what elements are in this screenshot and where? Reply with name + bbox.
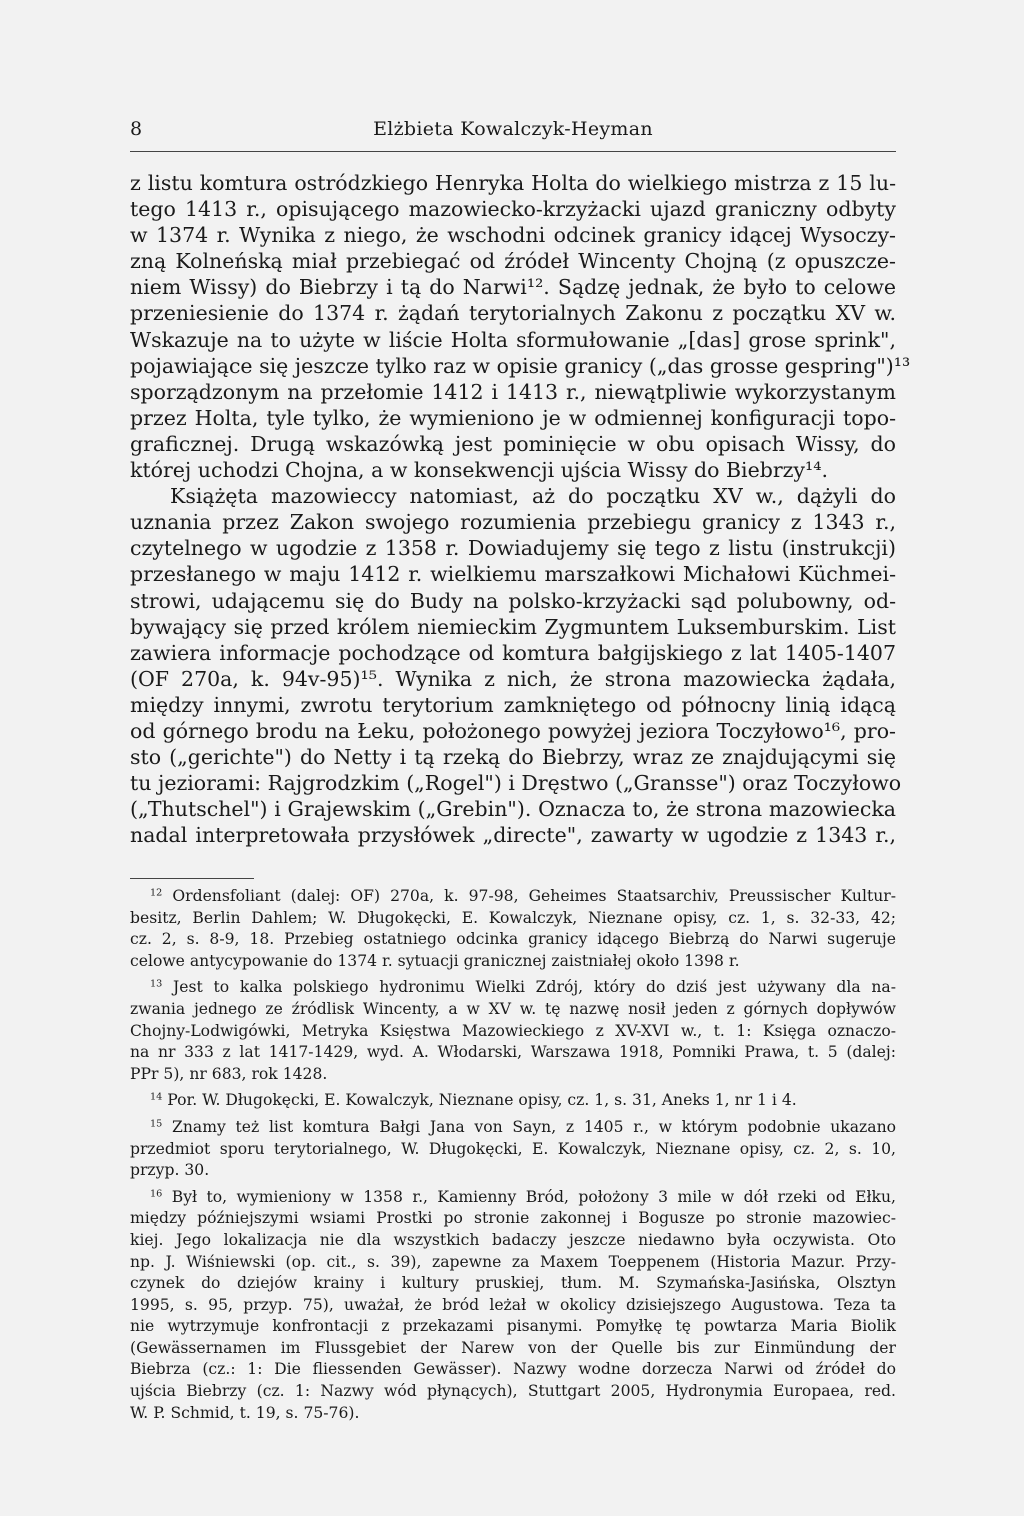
footnote-line: czynek do dziejów krainy i kultury pruskiej, tłum. M. Szymańska-Jasińska, Olsztyn [130,1274,896,1293]
footnote-14 [130,1090,896,1112]
footnote-12 [130,886,896,972]
footnote-13 [130,977,896,1085]
body-line: której uchodzi Chojna, a w konsekwencji ujścia Wissy do Biebrzy¹⁴. [130,458,828,483]
body-line: Wskazuje na to użyte w liście Holta sformułowanie „[das] grose sprink", [130,327,896,352]
footnote-line: kiej. Jego lokalizacja nie dla wszystkich badaczy jeszcze niedawno była oczywista. Oto [130,1230,896,1249]
footnote-line: na nr 333 z lat 1417-1429, wyd. A. Włodarski, Warszawa 1918, Pomniki Prawa, t. 5 (dalej: [130,1043,896,1062]
footnote-line: 1995, s. 95, przyp. 75), uważał, że bród leżał w okolicy dzisiejszego Augustowa. Teza ta [130,1295,896,1314]
running-header [130,118,896,146]
footnote-separator [130,878,254,879]
footnote-line: $^{14}$ Por. W. Długokęcki, E. Kowalczyk, Nieznane opisy, cz. 1, s. 31, Aneks 1, nr 1 i 4. [150,1091,797,1110]
body-line: przeniesienie do 1374 r. żądań terytorialnych Zakonu z początku XV w. [130,301,896,326]
footnote-line: $^{13}$ Jest to kalka polskiego hydronimu Wielki Zdrój, który do dziś jest używany dla na- [150,978,896,997]
footnote-line: (Gewässernamen im Flussgebiet der Narew von der Quelle bis zur Einmündung der [130,1338,896,1357]
footnote-line: $^{16}$ Był to, wymieniony w 1358 r., Kamienny Bród, położony 3 mile w dół rzeki od Ełku, [150,1187,896,1206]
body-line: („Thutschel") i Grajewskim („Grebin"). Oznacza to, że strona mazowiecka [130,797,896,822]
body-line: od górnego brodu na Łeku, położonego powyżej jeziora Toczyłowo¹⁶, pro- [130,718,896,743]
footnote-line: $^{12}$ Ordensfoliant (dalej: OF) 270a, k. 97-98, Geheimes Staatsarchiv, Preussischer Kultur- [150,887,896,905]
body-line: tego 1413 r., opisującego mazowiecko-krzyżacki ujazd graniczny odbyty [130,197,896,222]
footnote-line: PPr 5), nr 683, rok 1428. [130,1064,328,1083]
body-line: w 1374 r. Wynika z niego, że wschodni odcinek granicy idącej Wysoczy- [130,223,896,248]
body-line: sporządzonym na przełomie 1412 i 1413 r., niewątpliwie wykorzystanym [130,379,896,404]
footnote-line: Biebrza (cz.: 1: Die fliessenden Gewässer). Nazwy wodne dorzecza Narwi od źródeł do [130,1360,896,1379]
running-head-author: Elżbieta Kowalczyk-Heyman [373,118,653,140]
body-line: graficznej. Drugą wskazówką jest pominięcie w obu opisach Wissy, do [130,431,896,456]
footnote-16 [130,1187,896,1425]
body-line: nadal interpretowała przysłówek „directe", zawarty w ugodzie z 1343 r., [130,823,896,848]
footnote-mark: 16 [150,1188,163,1200]
footnote-line: nie wytrzymuje konfrontacji z przekazami pisanymi. Pomyłkę tę powtarza Maria Biolik [130,1317,896,1336]
footnote-line: $^{15}$ Znamy też list komtura Bałgi Jana von Sayn, z 1405 r., w którym podobnie ukazano [150,1117,896,1136]
footnote-line: zwania jednego ze źródlisk Wincenty, a w XV w. tę nazwę nosił jeden z górnych dopływów [130,999,896,1018]
body-line: czytelnego w ugodzie z 1358 r. Dowiadujemy się tego z listu (instrukcji) [130,536,896,561]
body-line: niem Wissy) do Biebrzy i tą do Narwi¹². Sądzę jednak, że było to celowe [130,275,896,300]
body-line: pojawiające się jeszcze tylko raz w opisie granicy („das grosse gespring")¹³ [130,353,911,378]
footnote-line: cz. 2, s. 8-9, 18. Przebieg ostatniego odcinka granicy idącego Biebrzą do Narwi sugeruje [130,930,896,949]
body-line: zną Kolneńską miał przebiegać od źródeł Wincenty Chojną (z opuszcze- [130,249,896,274]
body-line: między innymi, zwrotu terytorium zamkniętego od północny linią idącą [130,692,896,717]
body-line: z listu komtura ostródzkiego Henryka Holta do wielkiego mistrza z 15 lu- [130,171,896,195]
footnote-line: Chojny-Lodwigówki, Metryka Księstwa Mazowieckiego z XV-XVI w., t. 1: Księga oznaczo- [130,1021,896,1040]
body-line: przesłanego w maju 1412 r. wielkiemu marszałkowi Michałowi Küchmei- [130,562,896,587]
footnote-line: besitz, Berlin Dahlem; W. Długokęcki, E. Kowalczyk, Nieznane opisy, cz. 1, s. 32-33, 42; [130,908,896,927]
footnote-line: np. J. Wiśniewski (op. cit., s. 39), zapewne za Maxem Toeppenem (Historia Mazur. Przy- [130,1252,896,1271]
footnote-line: celowe antycypowanie do 1374 r. sytuacji granicznej zaistniałej około 1398 r. [130,951,740,970]
footnote-mark: 14 [150,1092,163,1104]
body-text [130,170,911,848]
page-number: 8 [130,118,143,140]
body-line: tu jeziorami: Rajgrodzkim („Rogel") i Dręstwo („Gransse") oraz Toczyłowo [130,771,902,796]
body-line: bywający się przed królem niemieckim Zygmuntem Luksemburskim. List [130,614,896,639]
footnote-mark: 13 [150,979,163,991]
body-line: sto („gerichte") do Netty i tą rzeką do Biebrzy, wraz ze znajdującymi się [130,745,896,770]
footnote-15 [130,1117,896,1182]
body-line: (OF 270a, k. 94v-95)¹⁵. Wynika z nich, że strona mazowiecka żądała, [130,666,896,691]
footnote-mark: 15 [150,1118,163,1130]
footnote-line: ujścia Biebrzy (cz. 1: Nazwy wód płynących), Stuttgart 2005, Hydronymia Europaea, red. [130,1382,896,1401]
body-line: przez Holta, tyle tylko, że wymieniono je w odmiennej konfiguracji topo- [130,405,896,430]
footnotes [130,886,896,1429]
header-rule [130,151,896,152]
body-line: zawiera informacje pochodzące od komtura bałgijskiego z lat 1405-1407 [130,640,896,665]
footnote-line: W. P. Schmid, t. 19, s. 75-76). [130,1403,360,1422]
footnote-line: przedmiot sporu terytorialnego, W. Długokęcki, E. Kowalczyk, Nieznane opisy, cz. 2, s. 10, [130,1139,896,1158]
body-line: uznania przez Zakon swojego rozumienia przebiegu granicy z 1343 r., [130,510,896,535]
body-line: strowi, udającemu się do Budy na polsko-krzyżacki sąd polubowny, od- [130,588,896,613]
body-line: Książęta mazowieccy natomiast, aż do początku XV w., dążyli do [170,484,896,509]
footnote-mark: 12 [150,887,163,899]
footnote-line: przyp. 30. [130,1161,210,1180]
footnote-line: między późniejszymi wsiami Prostki po stronie zakonnej i Bogusze po stronie mazowiec- [130,1209,896,1228]
